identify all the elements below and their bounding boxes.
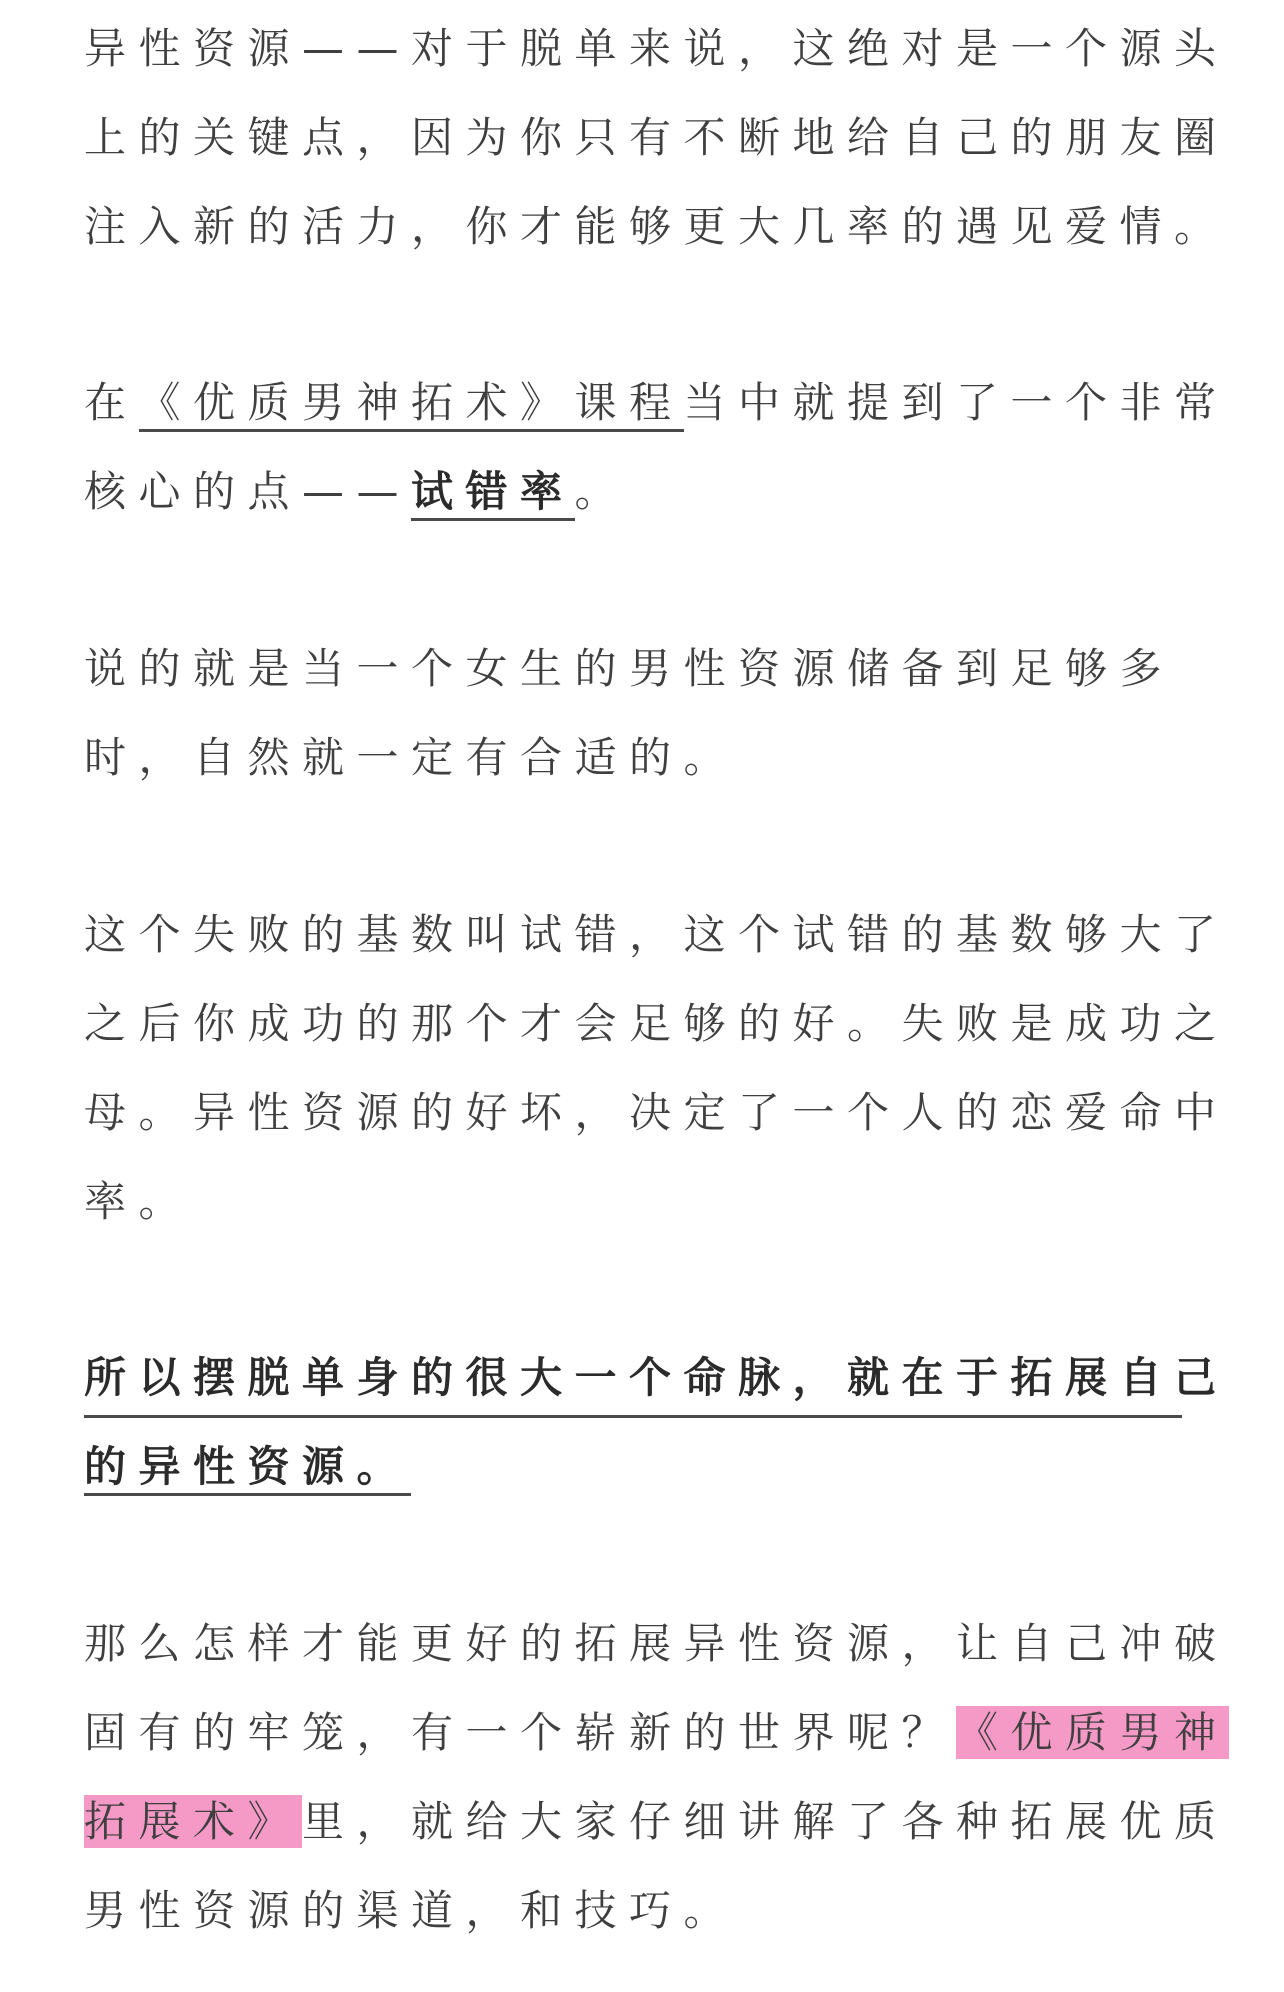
p2-line-1-pre: 在 xyxy=(84,378,139,427)
p1-line-2: 上的关键点，因为你只有不断地给自己的朋友圈 xyxy=(84,113,1229,162)
p2-line-1 xyxy=(84,367,1229,439)
p1-line-1: 异性资源——对于脱单来说，这绝对是一个源头 xyxy=(84,24,1229,73)
p6-line-2-pre: 固有的牢笼，有一个崭新的世界呢？ xyxy=(84,1708,957,1757)
p4-line-2: 之后你成功的那个才会足够的好。失败是成功之 xyxy=(84,999,1229,1048)
p4-line-1: 这个失败的基数叫试错，这个试错的基数够大了 xyxy=(84,910,1229,959)
p5-line-1: 所以摆脱单身的很大一个命脉，就在于拓展自己 xyxy=(84,1353,1229,1402)
p6-line-1: 那么怎样才能更好的拓展异性资源，让自己冲破 xyxy=(84,1619,1229,1668)
course-highlight-part-2[interactable]: 拓展术》 xyxy=(84,1797,303,1846)
p3-line-2: 时，自然就一定有合适的。 xyxy=(84,733,739,782)
p6-line-3-post: 里，就给大家仔细讲解了各种拓展优质 xyxy=(302,1797,1229,1846)
trial-error-rate-emphasis: 试错率 xyxy=(411,467,575,521)
p4-line-3: 母。异性资源的好坏，决定了一个人的恋爱命中 xyxy=(84,1088,1229,1137)
p5-line-2 xyxy=(84,1431,411,1503)
p4-line-4: 率。 xyxy=(84,1177,194,1226)
p2-line-2-post: 。 xyxy=(574,467,630,516)
course-highlight-part-1[interactable]: 《优质男神 xyxy=(956,1708,1229,1757)
p5-underline-1 xyxy=(84,1415,1182,1418)
p6-line-4: 男性资源的渠道，和技巧。 xyxy=(84,1886,739,1935)
p2-line-2-pre: 核心的点—— xyxy=(84,467,412,516)
p5-line-2-text: 的异性资源。 xyxy=(84,1442,411,1496)
p1-line-3: 注入新的活力，你才能够更大几率的遇见爱情。 xyxy=(84,202,1229,251)
course-link[interactable]: 《优质男神拓术》课程 xyxy=(139,378,684,432)
p2-line-2 xyxy=(84,456,629,528)
p3-line-1: 说的就是当一个女生的男性资源储备到足够多 xyxy=(84,644,1175,693)
p2-line-1-post: 当中就提到了一个非常 xyxy=(683,378,1229,427)
p6-line-2 xyxy=(84,1697,1229,1769)
p6-line-3 xyxy=(84,1786,1229,1858)
